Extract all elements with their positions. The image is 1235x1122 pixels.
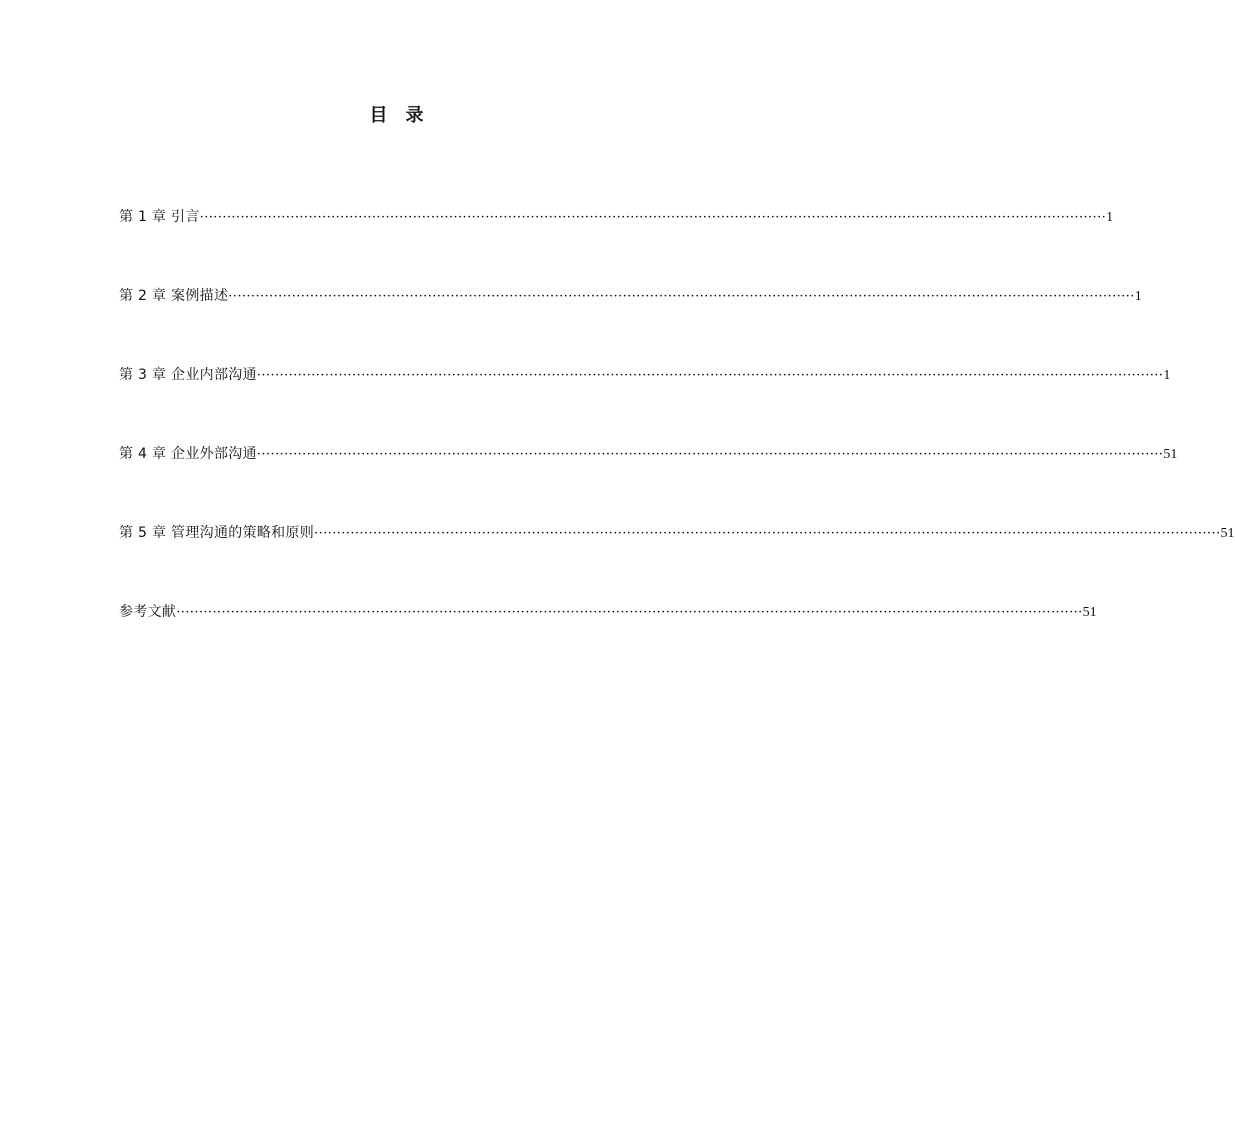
toc-entry[interactable] [119,522,1235,601]
toc-entry[interactable] [119,285,1142,364]
toc-entry-label[interactable]: 参考文献 [119,604,177,620]
toc-leader-dots: ········································································································································································································ [256,447,1164,462]
toc-entry-page[interactable]: 1 [1134,289,1142,304]
toc-entry-label[interactable]: 第 4 章 企业外部沟通 [119,446,257,462]
toc-entry[interactable] [119,206,1114,285]
toc-leader-dots: ········································································································································································································ [256,368,1164,383]
toc-entry-page[interactable]: 51 [1082,605,1097,620]
toc-leader-dots: ········································································································································································································ [314,526,1221,541]
toc-leader-dots: ········································································································································································································ [228,289,1135,304]
toc-leader-dots: ········································································································································································································ [199,210,1107,225]
toc-title-char-1: 目 [369,105,388,126]
toc-entry[interactable] [119,601,1097,680]
toc-entry-label[interactable]: 第 1 章 引言 [119,209,200,225]
toc-entry[interactable] [119,443,1178,522]
toc-entry[interactable] [119,364,1171,443]
toc-entry-page[interactable]: 51 [1163,447,1178,462]
toc-title-char-2: 录 [405,105,424,126]
toc-entry-page[interactable]: 1 [1163,368,1171,383]
toc-title [0,104,793,128]
toc-leader-dots: ········································································································································································································ [176,605,1083,620]
toc-list [119,206,1235,680]
toc-entry-label[interactable]: 第 5 章 管理沟通的策略和原则 [119,525,315,541]
toc-entry-label[interactable]: 第 2 章 案例描述 [119,288,229,304]
toc-entry-label[interactable]: 第 3 章 企业内部沟通 [119,367,257,383]
toc-entry-page[interactable]: 1 [1106,210,1114,225]
toc-entry-page[interactable]: 51 [1220,526,1235,541]
